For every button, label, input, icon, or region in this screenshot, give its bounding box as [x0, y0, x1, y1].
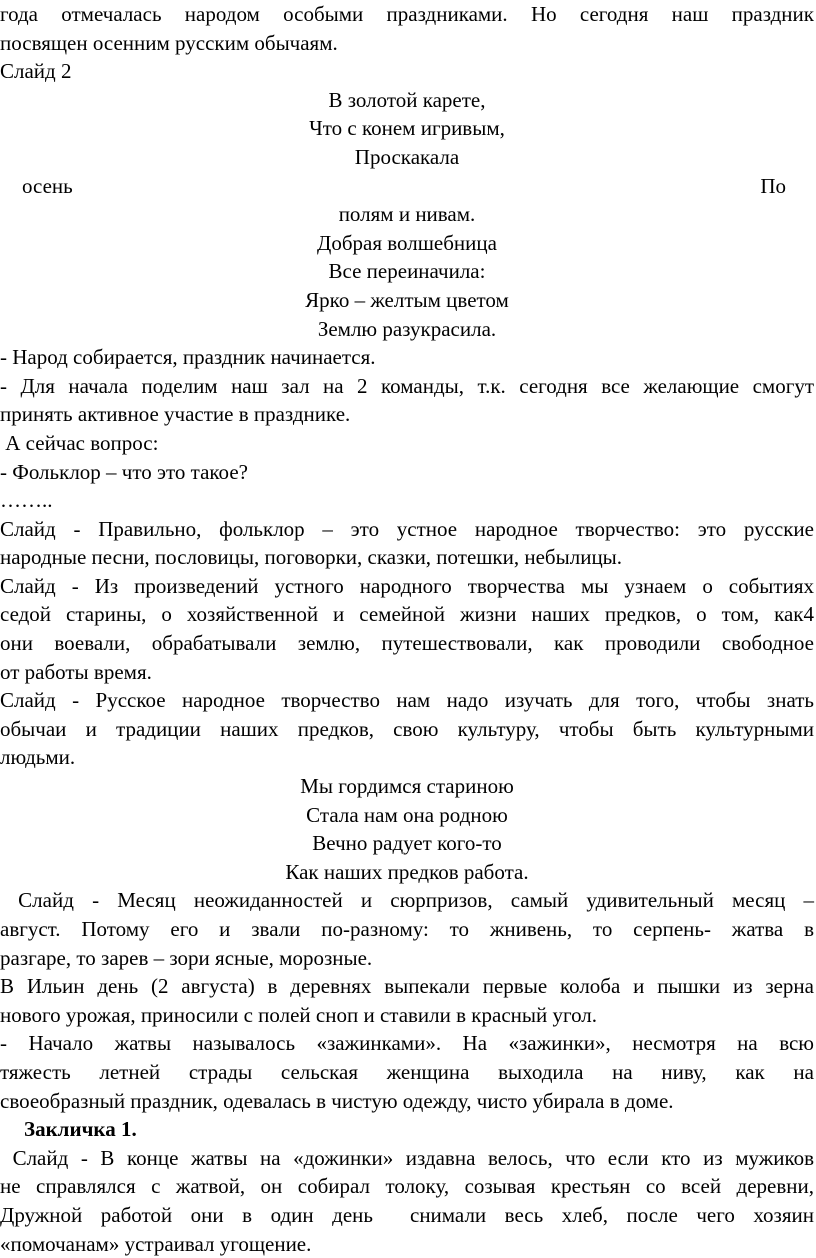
- poem-line: В золотой карете,: [328, 87, 486, 112]
- paragraph-line: В Ильин день (2 августа) в деревнях выпекали первые колоба и пышки из зерна: [0, 974, 814, 999]
- paragraph-line: Дружной работой они в один день снимали весь хлеб, после чего хозяин: [0, 1202, 814, 1227]
- paragraph-line: Слайд - Русское народное творчество нам надо изучать для того, чтобы знать: [0, 688, 814, 713]
- poem-line: Мы гордимся стариною: [300, 774, 514, 799]
- slide-label: Слайд 2: [0, 59, 72, 84]
- paragraph-line: людьми.: [0, 745, 76, 770]
- section-heading: Закличка 1.: [24, 1117, 137, 1142]
- paragraph-line: Слайд - В конце жатвы на «дожинки» издавна велось, что если кто из мужиков: [0, 1145, 815, 1170]
- paragraph-line: Слайд - Правильно, фольклор – это устное народное творчество: это русские: [0, 516, 814, 541]
- paragraph-line: А сейчас вопрос:: [0, 430, 159, 455]
- paragraph-line: посвящен осенним русским обычаям.: [0, 30, 338, 55]
- poem-line: Как наших предков работа.: [285, 859, 529, 884]
- paragraph-line: - Фольклор – что это такое?: [0, 459, 248, 484]
- paragraph-line: «помочанам» устраивал угощение.: [0, 1231, 312, 1256]
- poem-line: Проскакала: [354, 144, 460, 169]
- paragraph-line: - Для начала поделим наш зал на 2 команды, т.к. сегодня все желающие смогут: [0, 373, 814, 398]
- paragraph-line: разгаре, то зарев – зори ясные, морозные.: [0, 945, 373, 970]
- paragraph-line: принять активное участие в празднике.: [0, 402, 351, 427]
- poem-line: Землю разукрасила.: [317, 316, 497, 341]
- paragraph-line: Слайд - Из произведений устного народного творчества мы узнаем о событиях: [0, 573, 814, 598]
- poem-line: Что с конем игривым,: [309, 116, 505, 141]
- paragraph-line: своеобразный праздник, одевалась в чистую одежду, чисто убирала в доме.: [0, 1088, 674, 1113]
- paragraph-line: - Начало жатвы называлось «зажинками». На «зажинки», несмотря на всю: [0, 1031, 814, 1056]
- paragraph-line: народные песни, пословицы, поговорки, сказки, потешки, небылицы.: [0, 545, 623, 570]
- poem-split-line: [0, 172, 814, 201]
- paragraph-line: - Народ собирается, праздник начинается.: [0, 345, 376, 370]
- poem-line: Ярко – желтым цветом: [305, 287, 509, 312]
- poem-word-left: осень: [22, 173, 73, 198]
- paragraph-line: тяжесть летней страды сельская женщина выходила на ниву, как на: [0, 1059, 814, 1084]
- paragraph-line: август. Потому его и звали по-разному: то жнивень, то серпень- жатва в: [0, 917, 814, 941]
- poem-line: Стала нам она родною: [306, 802, 508, 827]
- paragraph-line: они воевали, обрабатывали землю, путешествовали, как проводили свободное: [0, 631, 814, 656]
- paragraph-line: от работы время.: [0, 659, 152, 684]
- poem-word-right: По: [760, 173, 786, 198]
- ellipsis-line: ……..: [0, 488, 53, 513]
- paragraph-line: седой старины, о хозяйственной и семейной жизни наших предков, о том, как4: [0, 602, 814, 627]
- paragraph-line: Слайд - Месяц неожиданностей и сюрпризов, самый удивительный месяц –: [0, 888, 815, 913]
- poem-line: полям и нивам.: [338, 202, 476, 227]
- poem-line: Вечно радует кого-то: [312, 831, 502, 856]
- poem-line: Добрая волшебница: [317, 230, 497, 255]
- paragraph-line: обычаи и традиции наших предков, свою культуру, чтобы быть культурными: [0, 716, 814, 741]
- paragraph-line: не справлялся с жатвой, он собирал толоку, созывая крестьян со всей деревни,: [0, 1174, 814, 1199]
- poem-line: Все переиначила:: [328, 259, 486, 284]
- paragraph-line: нового урожая, приносили с полей сноп и ставили в красный угол.: [0, 1002, 598, 1027]
- paragraph-line: года отмечалась народом особыми праздниками. Но сегодня наш праздник: [0, 2, 814, 26]
